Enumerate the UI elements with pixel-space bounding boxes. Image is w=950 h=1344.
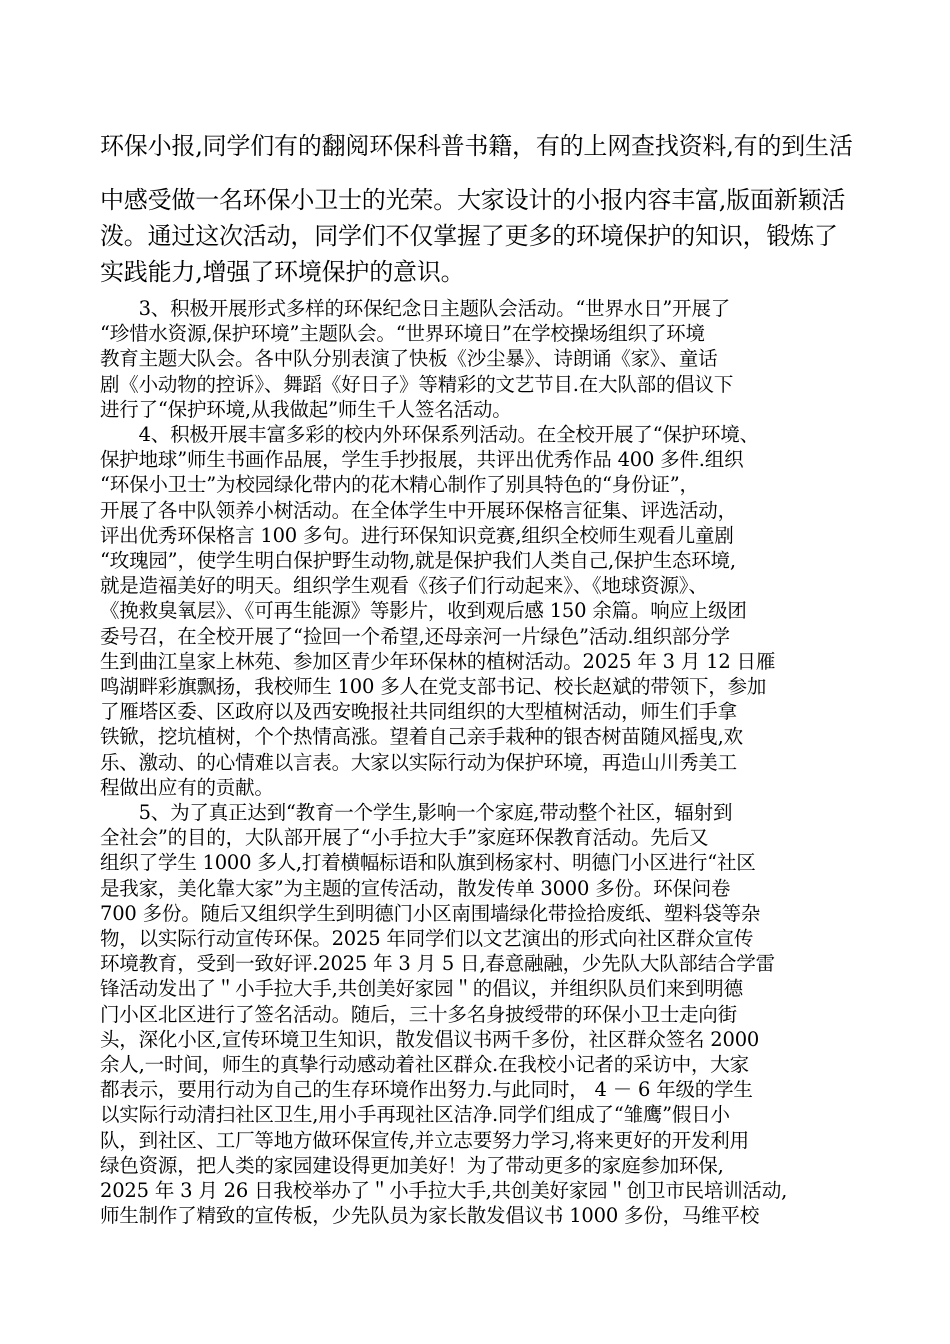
- body-text-line: 了雁塔区委、区政府以及西安晚报社共同组织的大型植树活动，师生们手拿: [100, 700, 737, 724]
- body-text-line: “玫瑰园”，使学生明白保护野生动物,就是保护我们人类自己,保护生态环境,: [100, 549, 736, 572]
- body-text-line: 评出优秀环保格言 100 多句。进行环保知识竞赛,组织全校师生观看儿童剧: [100, 523, 734, 547]
- body-text-line: “珍惜水资源,保护环境”主题队会。“世界环境日”在学校操场组织了环境: [100, 322, 705, 346]
- body-text-line: 铁锨，挖坑植树，个个热情高涨。望着自己亲手栽种的银杏树苗随风摇曳,欢: [100, 725, 743, 749]
- body-text-line: 就是造福美好的明天。组织学生观看《孩子们行动起来》、《地球资源》、: [100, 574, 708, 598]
- body-text-line: 700 多份。随后又组织学生到明德门小区南围墙绿化带捡拾废纸、塑料袋等杂: [100, 901, 761, 925]
- body-text-line: 锋活动发出了＂小手拉大手,共创美好家园＂的倡议，并组织队员们来到明德: [100, 977, 743, 1001]
- body-text-line: 绿色资源，把人类的家园建设得更加美好！为了带动更多的家庭参加环保,: [100, 1153, 724, 1177]
- body-text-line: 保护地球”师生书画作品展，学生手抄报展，共评出优秀作品 400 多件.组织: [100, 448, 744, 472]
- body-text-line: 4、积极开展丰富多彩的校内外环保系列活动。在全校开展了“保护环境、: [100, 423, 759, 446]
- body-text-line: 2025 年 3 月 26 日我校举办了＂小手拉大手,共创美好家园＂创卫市民培训活动,: [100, 1179, 788, 1202]
- intro-text-line: 实践能力,增强了环境保护的意识。: [100, 258, 465, 286]
- body-text-line: “环保小卫士”为校园绿化带内的花木精心制作了别具特色的“身份证”，: [100, 473, 699, 497]
- body-text-line: 教育主题大队会。各中队分别表演了快板《沙尘暴》、诗朗诵《家》、童话: [100, 347, 718, 371]
- body-text-line: 生到曲江皇家上林苑、参加区青少年环保林的植树活动。2025 年 3 月 12 日雁: [100, 649, 776, 673]
- body-text-line: 委号召，在全校开展了“捡回一个希望,还母亲河一片绿色”活动.组织部分学: [100, 624, 730, 648]
- intro-text-line: 中感受做一名环保小卫士的光荣。大家设计的小报内容丰富,版面新颖活: [100, 186, 846, 214]
- intro-text-line: 泼。通过这次活动，同学们不仅掌握了更多的环境保护的知识，锻炼了: [100, 222, 838, 250]
- intro-text-line: 环保小报,同学们有的翻阅环保科普书籍，有的上网查找资料,有的到生活: [100, 132, 853, 160]
- body-text-line: 程做出应有的贡献。: [100, 775, 274, 799]
- body-text-line: 全社会”的目的，大队部开展了“小手拉大手”家庭环保教育活动。先后又: [100, 826, 709, 850]
- body-text-line: 《挽救臭氧层》、《可再生能源》等影片，收到观后感 150 余篇。响应上级团: [100, 599, 747, 623]
- body-text-line: 队，到社区、工厂等地方做环保宣传,并立志要努力学习,将来更好的开发利用: [100, 1128, 749, 1152]
- body-text-line: 物，以实际行动宣传环保。2025 年同学们以文艺演出的形式向社区群众宣传: [100, 927, 754, 950]
- body-text-line: 都表示，要用行动为自己的生存环境作出努力.与此同时， 4 － 6 年级的学生: [100, 1078, 753, 1102]
- body-text-line: 组织了学生 1000 多人,打着横幅标语和队旗到杨家村、明德门小区进行“社区: [100, 851, 756, 875]
- body-text-line: 鸣湖畔彩旗飘扬，我校师生 100 多人在党支部书记、校长赵斌的带领下，参加: [100, 675, 767, 698]
- body-text-line: 余人,一时间，师生的真挚行动感动着社区群众.在我校小记者的采访中，大家: [100, 1053, 749, 1076]
- body-text-line: 是我家，美化靠大家”为主题的宣传活动，散发传单 3000 多份。环保问卷: [100, 876, 731, 900]
- body-text-line: 环境教育，受到一致好评.2025 年 3 月 5 日,春意融融，少先队大队部结合学雷: [100, 952, 775, 976]
- body-text-line: 5、为了真正达到“教育一个学生,影响一个家庭,带动整个社区，辐射到: [100, 801, 733, 824]
- body-text-line: 乐、激动、的心情难以言表。大家以实际行动为保护环境，再造山川秀美工: [100, 750, 737, 774]
- body-text-line: 门小区北区进行了签名活动。随后，三十多名身披绶带的环保小卫士走向街: [100, 1002, 737, 1026]
- body-text-line: 进行了“保护环境,从我做起”师生千人签名活动。: [100, 397, 512, 421]
- body-text-line: 头，深化小区,宣传环境卫生知识，散发倡议书两千多份，社区群众签名 2000: [100, 1027, 760, 1051]
- body-text-line: 以实际行动清扫社区卫生,用小手再现社区洁净.同学们组成了“雏鹰”假日小: [100, 1103, 730, 1127]
- body-text-line: 开展了各中队领养小树活动。在全体学生中开展环保格言征集、评选活动，: [100, 498, 737, 522]
- body-text-line: 剧《小动物的控诉》、舞蹈《好日子》等精彩的文艺节目.在大队部的倡议下: [100, 372, 734, 396]
- body-text-line: 师生制作了精致的宣传板，少先队员为家长散发倡议书 1000 多份，马维平校: [100, 1204, 760, 1228]
- body-text-line: 3、积极开展形式多样的环保纪念日主题队会活动。“世界水日”开展了: [100, 297, 731, 320]
